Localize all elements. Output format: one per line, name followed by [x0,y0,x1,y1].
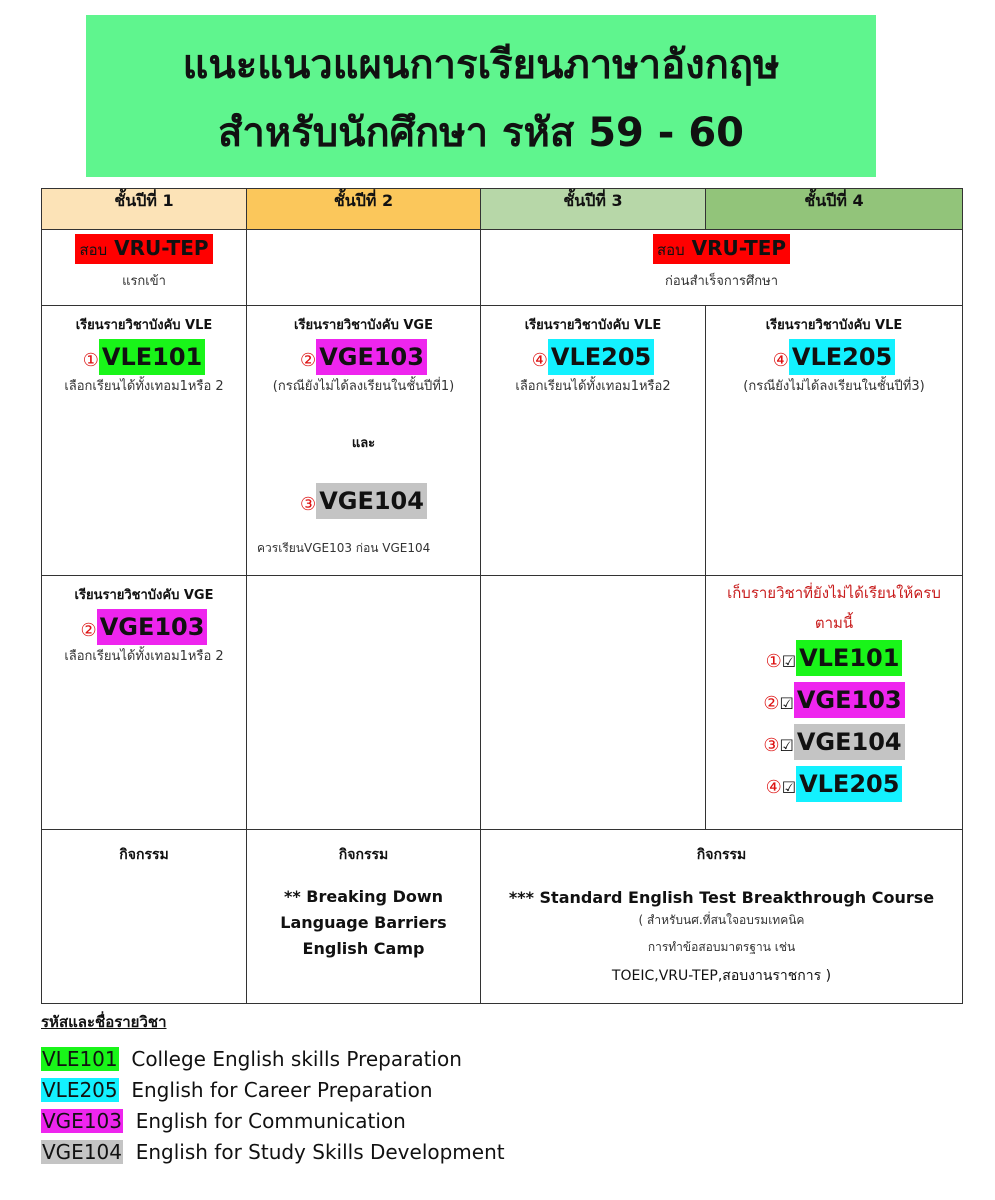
title-line-1: แนะแนวแผนการเรียนภาษาอังกฤษ [182,42,780,88]
legend-course-name: English for Study Skills Development [135,1140,505,1164]
header-year-4: ชั้นปีที่ 4 [706,189,963,230]
checklist-item [706,724,962,760]
required-label: เรียนรายวิชาบังคับ VGE [294,318,433,333]
course-note: (กรณียังไม่ได้ลงเรียนในชั้นปีที่1) [272,379,455,394]
year2-empty-cell [247,576,481,830]
checklist-heading: เก็บรายวิชาที่ยังไม่ได้เรียนให้ครบ [727,584,941,602]
course-note: (กรณียังไม่ได้ลงเรียนในชั้นปีที่3) [743,379,925,394]
legend-course-name: English for Communication [135,1109,406,1133]
and-label: และ [351,436,376,451]
course-code-vge104: VGE104 [794,724,905,760]
step-number: ② [763,693,780,714]
step-number: ③ [300,494,317,515]
exam-exit-note: ก่อนสำเร็จการศึกษา [665,274,778,289]
courses-row-1 [42,306,963,576]
exam-badge-exit [653,234,790,264]
checkbox-checked-icon: ☑ [781,652,797,671]
year1-course-cell [42,306,247,576]
course-code-vge103: VGE103 [316,339,427,375]
year3-empty-cell [481,576,706,830]
year1-activity-cell [42,830,247,1004]
activity-label: กิจกรรม [696,847,747,863]
step-number: ① [82,350,99,371]
activity-label: กิจกรรม [119,847,169,863]
exam-entry-cell [42,230,247,306]
legend-item [41,1106,505,1137]
exam-empty-cell [247,230,481,306]
year3-course-cell [481,306,706,576]
course-code-vge104: VGE104 [316,483,427,519]
course-code-vle101: VLE101 [796,640,902,676]
year4-checklist-cell [706,576,963,830]
checklist-item [706,766,962,802]
course-note: เลือกเรียนได้ทั้งเทอม1หรือ 2 [64,379,224,394]
exam-name: VRU-TEP [114,236,209,260]
step-number: ② [300,350,317,371]
course-code-vle101: VLE101 [99,339,205,375]
course-note: TOEIC,VRU-TEP,สอบงานราชการ ) [611,968,832,984]
step-number: ① [765,651,782,672]
course-code-vge103: VGE103 [97,609,208,645]
header-row [42,189,963,230]
course-note: เลือกเรียนได้ทั้งเทอม1หรือ2 [515,379,671,394]
legend-item [41,1075,505,1106]
legend-code: VGE103 [42,1109,122,1133]
year4-course-cell [706,306,963,576]
camp-line: ** Breaking Down [283,887,444,906]
legend-code: VLE101 [42,1047,118,1071]
course-code-vge103: VGE103 [794,682,905,718]
step-number: ④ [531,350,548,371]
checklist-item [706,682,962,718]
year34-activity-cell [481,830,963,1004]
title-line-2: สำหรับนักศึกษา รหัส 59 - 60 [217,110,744,156]
course-legend [41,1010,505,1168]
exam-exit-cell [481,230,963,306]
checkbox-checked-icon: ☑ [779,736,794,755]
checklist-heading-2: ตามนี้ [814,614,854,632]
year1-course-cell-2 [42,576,247,830]
exam-name: VRU-TEP [691,236,787,260]
step-number: ④ [765,777,782,798]
study-plan-table [41,188,963,1004]
step-number: ② [80,620,97,641]
step-number: ③ [763,735,780,756]
checkbox-checked-icon: ☑ [779,694,794,713]
legend-title: รหัสและชื่อรายวิชา [41,1013,167,1031]
legend-code: VLE205 [42,1078,118,1102]
course-code-vle205: VLE205 [548,339,654,375]
step-number: ④ [772,350,789,371]
course-code-vle205: VLE205 [796,766,902,802]
camp-line: English Camp [302,939,425,958]
required-label: เรียนรายวิชาบังคับ VLE [765,318,903,333]
header-year-3: ชั้นปีที่ 3 [481,189,706,230]
title-banner [86,15,876,177]
exam-prefix: สอบ [656,241,685,259]
required-label: เรียนรายวิชาบังคับ VGE [74,588,214,603]
camp-line: Language Barriers [280,913,447,932]
exam-prefix: สอบ [79,241,108,259]
course-code-vle205: VLE205 [789,339,895,375]
year2-activity-cell [247,830,481,1004]
year2-course-cell [247,306,481,576]
legend-item [41,1044,505,1075]
checklist-item [706,640,962,676]
test-course-title: *** Standard English Test Breakthrough Course [508,888,935,907]
required-label: เรียนรายวิชาบังคับ VLE [75,318,213,333]
legend-course-name: English for Career Preparation [131,1078,433,1102]
legend-code: VGE104 [42,1140,122,1164]
exam-badge-entry [75,234,212,264]
activity-label: กิจกรรม [338,847,389,863]
english-camp-text [247,884,480,962]
legend-course-name: College English skills Preparation [131,1047,462,1071]
course-note: ( สำหรับนศ.ที่สนใจอบรมเทคนิค [638,913,805,927]
header-year-2: ชั้นปีที่ 2 [247,189,481,230]
course-note: เลือกเรียนได้ทั้งเทอม1หรือ 2 [64,649,224,664]
header-year-1: ชั้นปีที่ 1 [42,189,247,230]
exam-entry-note: แรกเข้า [122,274,166,289]
courses-row-2 [42,576,963,830]
exam-row [42,230,963,306]
legend-item [41,1137,505,1168]
activity-row [42,830,963,1004]
checkbox-checked-icon: ☑ [781,778,797,797]
course-note: การทำข้อสอบมาตรฐาน เช่น [647,940,796,954]
required-label: เรียนรายวิชาบังคับ VLE [524,318,662,333]
course-note: ควรเรียนVGE103 ก่อน VGE104 [257,541,431,555]
